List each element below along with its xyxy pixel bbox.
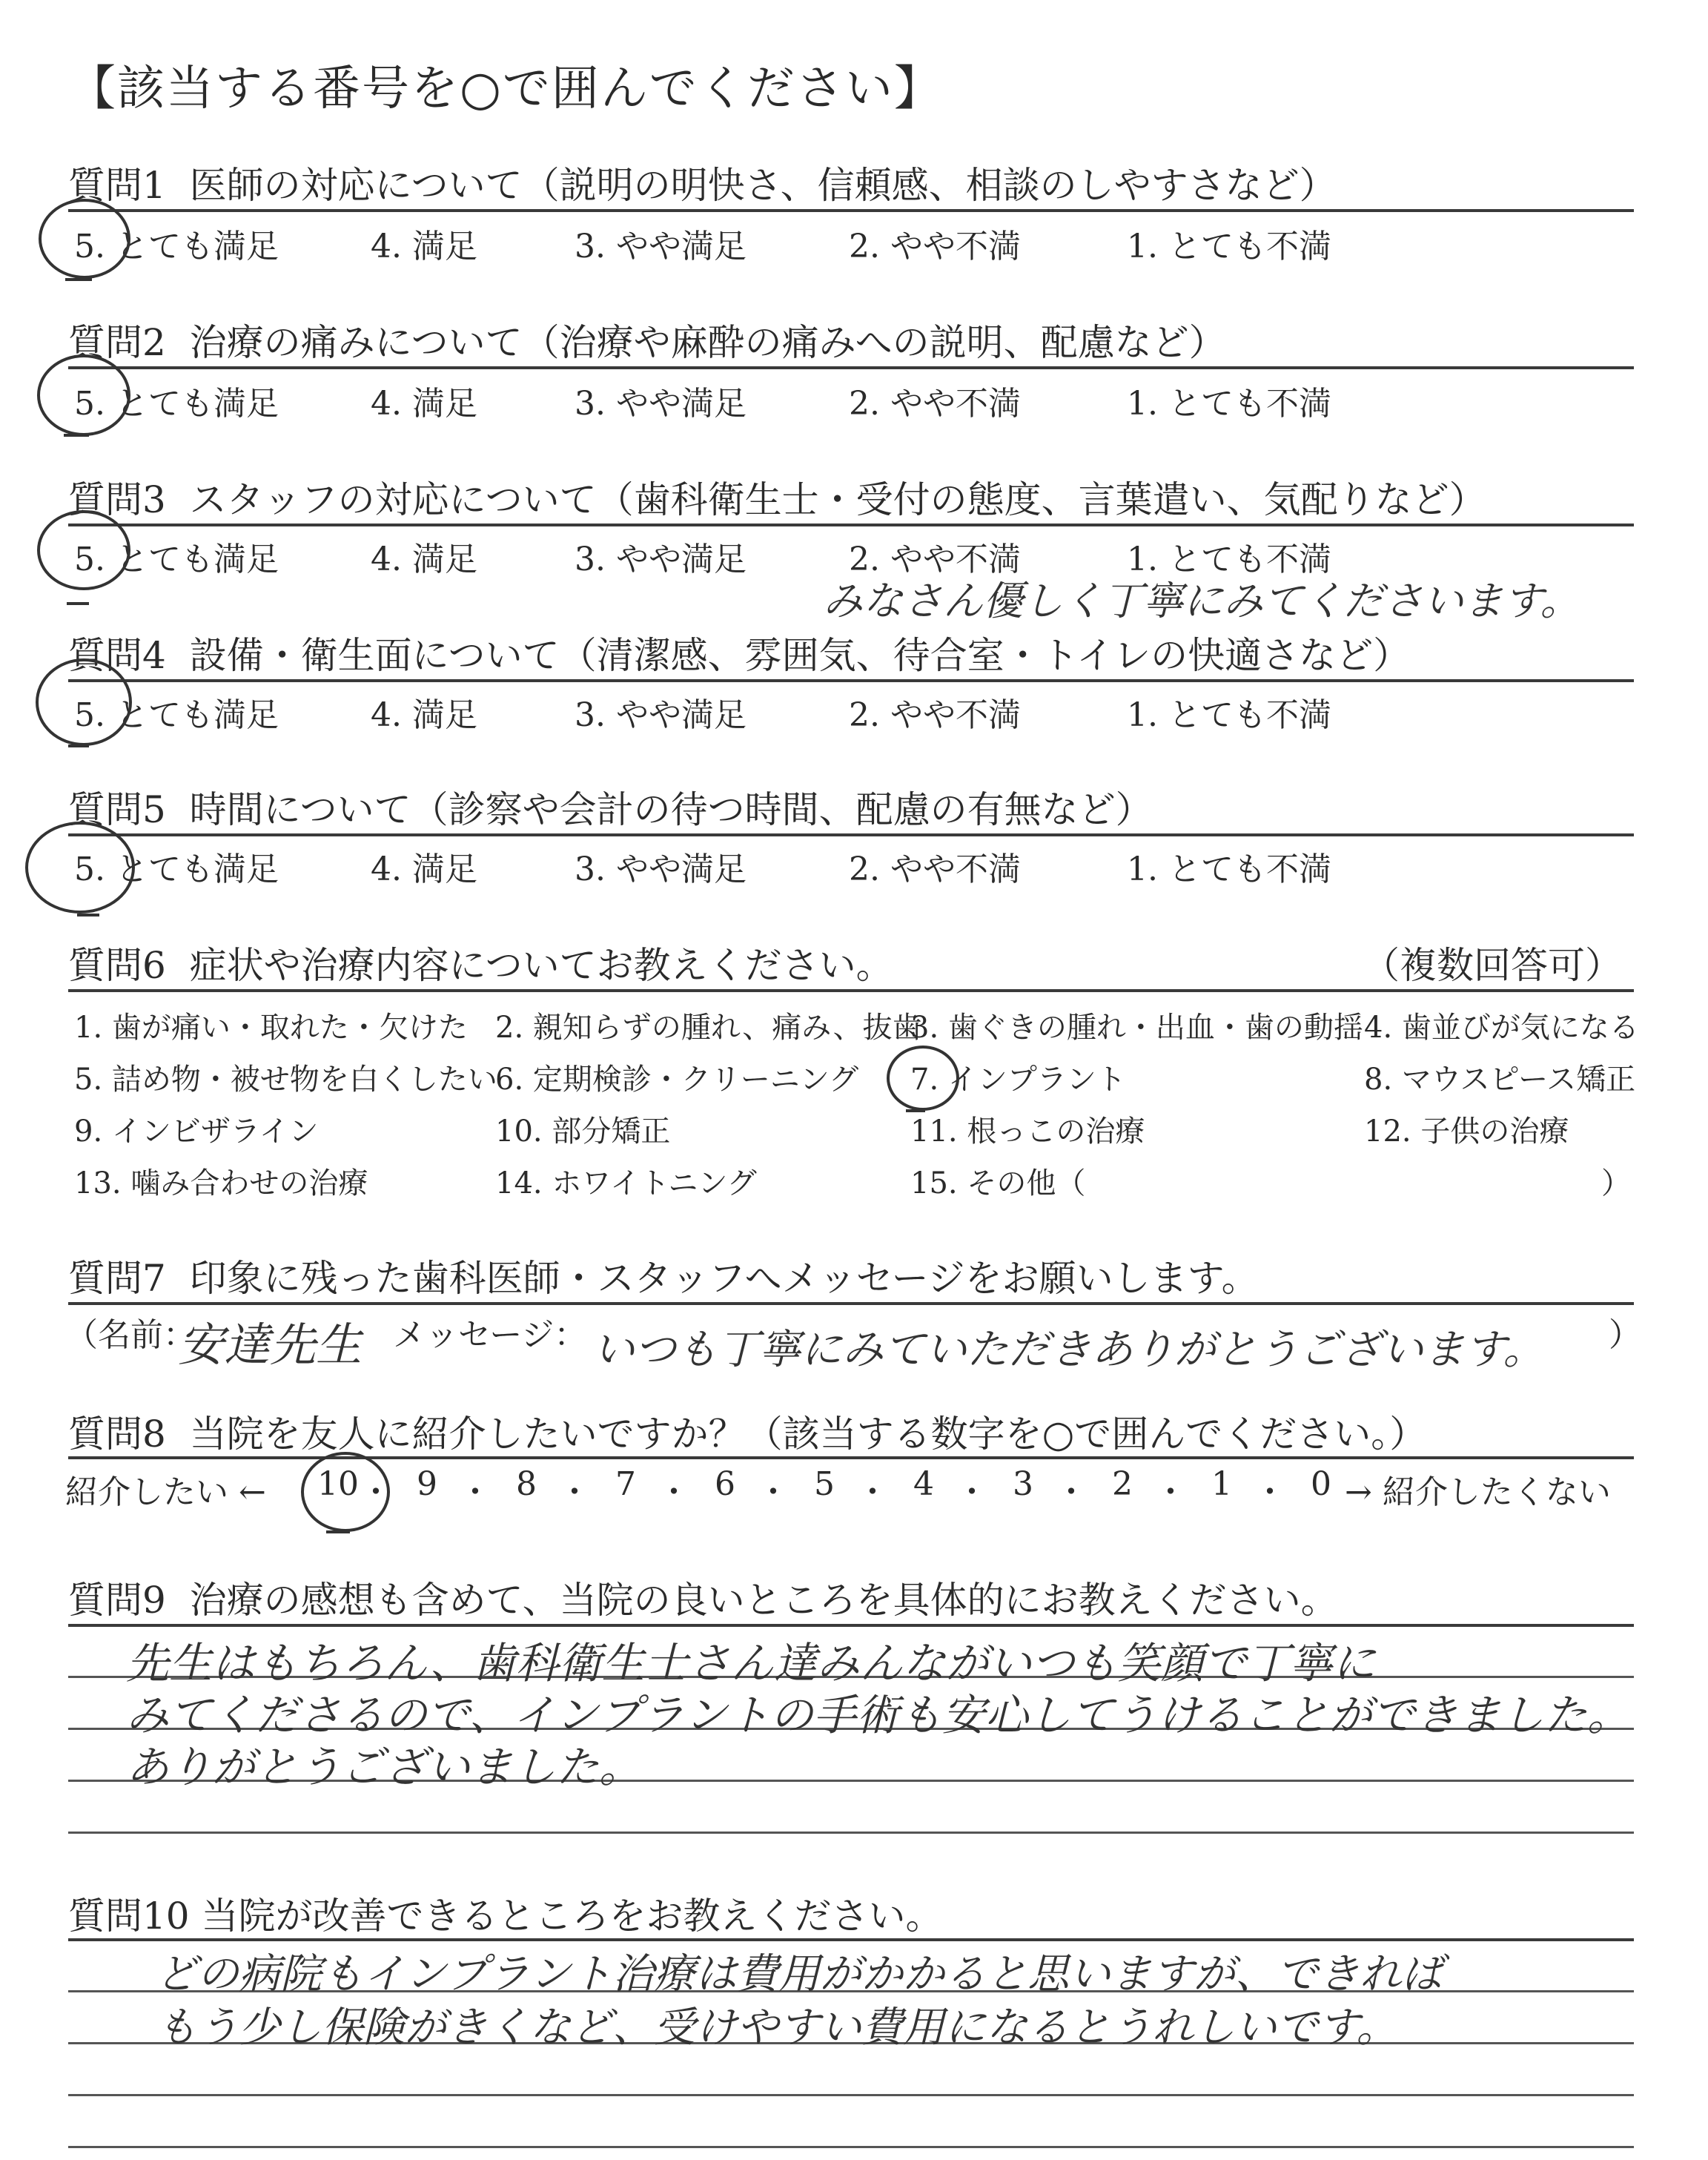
selection-circle bbox=[301, 1452, 390, 1532]
q6-option-7[interactable]: 7. インプラント bbox=[910, 1063, 1126, 1097]
q8-left-label: 紹介したい ← bbox=[65, 1473, 266, 1511]
q7-message-value[interactable]: いつも丁寧にみていただきありがとうございます。 bbox=[593, 1326, 1545, 1374]
question-10-text: 当院が改善できるところをお教えください。 bbox=[201, 1895, 943, 1938]
q9-answer-line-1[interactable]: 先生はもちろん、歯科衛生士さん達みんながいつも笑顔で丁寧に bbox=[126, 1638, 1376, 1688]
q1-option-5[interactable]: 5. とても満足 bbox=[74, 228, 279, 265]
q4-option-2[interactable]: 2. やや不満 bbox=[849, 696, 1021, 734]
question-1-text: 医師の対応について（説明の明快さ、信頼感、相談のしやすさなど） bbox=[189, 164, 1337, 207]
q6-option-1[interactable]: 1. 歯が痛い・取れた・欠けた bbox=[74, 1011, 468, 1045]
question-1 bbox=[68, 156, 1337, 209]
divider bbox=[68, 1302, 1634, 1305]
q8-scale-value[interactable]: 10 bbox=[317, 1465, 359, 1503]
q2-option-5[interactable]: 5. とても満足 bbox=[74, 385, 279, 423]
q10-answer-line-2[interactable]: もう少し保険がきくなど、受けやすい費用になるとうれしいです。 bbox=[156, 2004, 1398, 2052]
q8-scale bbox=[317, 1465, 1331, 1511]
q8-scale-value[interactable]: 5 bbox=[814, 1465, 835, 1503]
question-4 bbox=[68, 626, 1410, 679]
divider bbox=[68, 1624, 1634, 1627]
q8-scale-separator: ・ bbox=[956, 1473, 988, 1511]
q8-scale-value[interactable]: 9 bbox=[417, 1465, 437, 1503]
q4-option-4[interactable]: 4. 満足 bbox=[371, 696, 477, 734]
page-title: 【該当する番号を○で囲んでください】 bbox=[68, 62, 943, 116]
q5-option-5[interactable]: 5. とても満足 bbox=[74, 851, 279, 888]
q6-option-2[interactable]: 2. 親知らずの腫れ、痛み、抜歯 bbox=[495, 1011, 922, 1045]
q8-scale-separator: ・ bbox=[1254, 1473, 1286, 1511]
question-8-text: 当院を友人に紹介したいですか？（該当する数字を○で囲んでください。） bbox=[189, 1413, 1427, 1456]
q7-message-label: メッセージ： bbox=[393, 1316, 587, 1354]
divider bbox=[68, 833, 1634, 836]
q2-option-1[interactable]: 1. とても不満 bbox=[1127, 385, 1331, 423]
question-9-text: 治療の感想も含めて、当院の良いところを具体的にお教えください。 bbox=[189, 1579, 1338, 1622]
q8-scale-separator: ・ bbox=[658, 1473, 690, 1511]
q8-scale-value[interactable]: 0 bbox=[1311, 1465, 1331, 1503]
q6-option-3[interactable]: 3. 歯ぐきの腫れ・出血・歯の動揺 bbox=[910, 1011, 1363, 1045]
q2-option-3[interactable]: 3. やや満足 bbox=[575, 385, 747, 423]
selection-circle-tail bbox=[68, 744, 89, 747]
q8-scale-value[interactable]: 7 bbox=[615, 1465, 636, 1503]
divider bbox=[68, 989, 1634, 992]
divider bbox=[68, 209, 1634, 212]
question-8 bbox=[68, 1404, 1426, 1458]
question-3 bbox=[68, 470, 1486, 524]
q6-option-12[interactable]: 12. 子供の治療 bbox=[1364, 1114, 1569, 1149]
q8-scale-value[interactable]: 8 bbox=[516, 1465, 537, 1503]
q6-other-close-paren: ） bbox=[1601, 1166, 1631, 1200]
q8-scale-separator: ・ bbox=[757, 1473, 790, 1511]
q6-option-6[interactable]: 6. 定期検診・クリーニング bbox=[495, 1063, 859, 1097]
q3-option-3[interactable]: 3. やや満足 bbox=[575, 541, 747, 578]
q3-option-2[interactable]: 2. やや不満 bbox=[849, 541, 1021, 578]
q8-scale-separator: ・ bbox=[1055, 1473, 1088, 1511]
q8-right-label: → 紹介したくない bbox=[1345, 1473, 1611, 1511]
q8-scale-value[interactable]: 6 bbox=[715, 1465, 735, 1503]
q10-answer-line-1[interactable]: どの病院もインプラント治療は費用がかかると思いますが、できれば bbox=[156, 1950, 1443, 1998]
q1-option-3[interactable]: 3. やや満足 bbox=[575, 228, 747, 265]
question-7-label: 質問7 bbox=[68, 1257, 166, 1300]
q8-scale-separator: ・ bbox=[856, 1473, 889, 1511]
question-5 bbox=[68, 780, 1153, 833]
q3-option-4[interactable]: 4. 満足 bbox=[371, 541, 477, 578]
selection-circle bbox=[37, 510, 130, 590]
question-2-label: 質問2 bbox=[68, 321, 166, 364]
q6-option-4[interactable]: 4. 歯並びが気になる bbox=[1364, 1011, 1639, 1045]
q9-answer-line-2[interactable]: みてくださるので、インプラントの手術も安心してうけることができました。 bbox=[126, 1690, 1630, 1740]
q6-option-11[interactable]: 11. 根っこの治療 bbox=[910, 1114, 1145, 1149]
question-9-label: 質問9 bbox=[68, 1579, 166, 1622]
q4-option-3[interactable]: 3. やや満足 bbox=[575, 696, 747, 734]
q4-option-5[interactable]: 5. とても満足 bbox=[74, 696, 279, 734]
question-3-text: スタッフの対応について（歯科衛生士・受付の態度、言葉遣い、気配りなど） bbox=[189, 478, 1486, 521]
q1-option-1[interactable]: 1. とても不満 bbox=[1127, 228, 1331, 265]
question-7-text: 印象に残った歯科医師・スタッフへメッセージをお願いします。 bbox=[189, 1257, 1259, 1300]
question-9 bbox=[68, 1571, 1338, 1624]
selection-circle-tail bbox=[64, 434, 89, 437]
q8-scale-value[interactable]: 2 bbox=[1112, 1465, 1133, 1503]
selection-circle bbox=[887, 1046, 959, 1111]
q5-option-4[interactable]: 4. 満足 bbox=[371, 851, 477, 888]
answer-line bbox=[68, 1832, 1634, 1834]
q3-option-1[interactable]: 1. とても不満 bbox=[1127, 541, 1331, 578]
question-10 bbox=[68, 1886, 943, 1940]
question-3-label: 質問3 bbox=[68, 478, 166, 521]
q7-name-value[interactable]: 安達先生 bbox=[178, 1318, 363, 1372]
selection-circle bbox=[37, 354, 130, 436]
question-5-label: 質問5 bbox=[68, 788, 166, 831]
q7-name-label: （名前： bbox=[65, 1316, 196, 1354]
q6-option-10[interactable]: 10. 部分矯正 bbox=[495, 1114, 671, 1149]
selection-circle bbox=[39, 199, 130, 279]
q3-option-5[interactable]: 5. とても満足 bbox=[74, 541, 279, 578]
q8-scale-separator: ・ bbox=[360, 1473, 392, 1511]
q8-scale-separator: ・ bbox=[558, 1473, 591, 1511]
q1-option-2[interactable]: 2. やや不満 bbox=[849, 228, 1021, 265]
selection-circle-tail bbox=[65, 278, 92, 281]
q8-scale-value[interactable]: 3 bbox=[1013, 1465, 1033, 1503]
q4-option-1[interactable]: 1. とても不満 bbox=[1127, 696, 1331, 734]
q6-option-9[interactable]: 9. インビザライン bbox=[74, 1114, 319, 1149]
selection-circle bbox=[36, 658, 132, 746]
q6-option-8[interactable]: 8. マウスピース矯正 bbox=[1364, 1063, 1636, 1097]
question-10-label: 質問10 bbox=[68, 1895, 190, 1938]
question-5-text: 時間について（診察や会計の待つ時間、配慮の有無など） bbox=[189, 788, 1153, 831]
q6-option-5[interactable]: 5. 詰め物・被せ物を白くしたい bbox=[74, 1063, 497, 1097]
question-2 bbox=[68, 313, 1226, 366]
q6-option-14[interactable]: 14. ホワイトニング bbox=[495, 1166, 757, 1200]
question-6 bbox=[68, 936, 893, 989]
q6-multiple-answer-note: （複数回答可） bbox=[1363, 944, 1622, 987]
q3-handwritten-comment: みなさん優しく丁寧にみてくださいます。 bbox=[823, 578, 1580, 624]
divider bbox=[68, 1456, 1634, 1459]
question-6-label: 質問6 bbox=[68, 944, 166, 987]
selection-circle-tail bbox=[326, 1530, 350, 1533]
question-1-label: 質問1 bbox=[68, 164, 166, 207]
q5-option-1[interactable]: 1. とても不満 bbox=[1127, 851, 1331, 888]
question-2-text: 治療の痛みについて（治療や麻酔の痛みへの説明、配慮など） bbox=[189, 321, 1226, 364]
q2-option-4[interactable]: 4. 満足 bbox=[371, 385, 477, 423]
q1-option-4[interactable]: 4. 満足 bbox=[371, 228, 477, 265]
question-8-label: 質問8 bbox=[68, 1413, 166, 1456]
q6-option-13[interactable]: 13. 噛み合わせの治療 bbox=[74, 1166, 368, 1200]
answer-line bbox=[68, 2146, 1634, 2148]
divider bbox=[68, 679, 1634, 682]
q8-scale-separator: ・ bbox=[1154, 1473, 1187, 1511]
q6-option-15[interactable]: 15. その他（ bbox=[910, 1166, 1086, 1200]
q2-option-2[interactable]: 2. やや不満 bbox=[849, 385, 1021, 423]
selection-circle bbox=[25, 822, 135, 914]
divider bbox=[68, 524, 1634, 526]
question-4-label: 質問4 bbox=[68, 634, 166, 677]
question-4-text: 設備・衛生面について（清潔感、雰囲気、待合室・トイレの快適さなど） bbox=[189, 634, 1411, 677]
selection-circle-tail bbox=[67, 602, 89, 605]
q5-option-2[interactable]: 2. やや不満 bbox=[849, 851, 1021, 888]
q5-option-3[interactable]: 3. やや満足 bbox=[575, 851, 747, 888]
question-6-text: 症状や治療内容についてお教えください。 bbox=[189, 944, 893, 987]
q9-answer-line-3[interactable]: ありがとうございました。 bbox=[126, 1742, 643, 1792]
q7-close-paren: ） bbox=[1609, 1316, 1641, 1354]
selection-circle-tail bbox=[77, 914, 99, 916]
q8-scale-value[interactable]: 1 bbox=[1211, 1465, 1232, 1503]
answer-line bbox=[68, 2094, 1634, 2096]
divider bbox=[68, 366, 1634, 369]
q8-scale-value[interactable]: 4 bbox=[913, 1465, 934, 1503]
question-7 bbox=[68, 1249, 1259, 1302]
q8-scale-separator: ・ bbox=[459, 1473, 491, 1511]
